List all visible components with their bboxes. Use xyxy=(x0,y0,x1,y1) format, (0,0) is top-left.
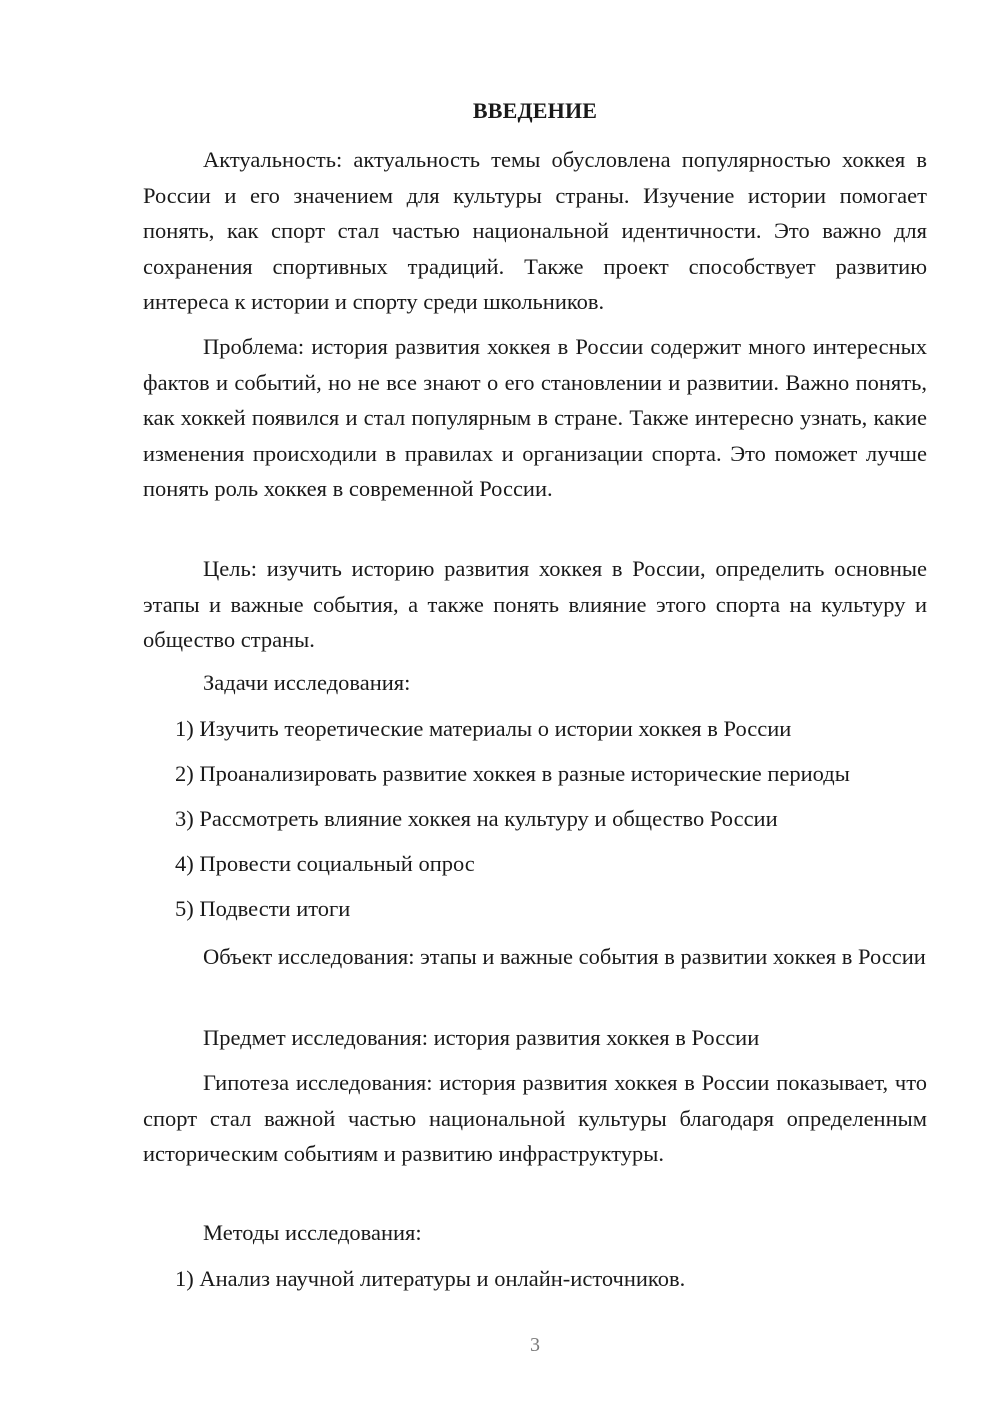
object-paragraph: Объект исследования: этапы и важные события в развитии хоккея в России xyxy=(203,944,926,969)
relevance-paragraph: Актуальность: актуальность темы обусловлена популярностью хоккея в России и его значением для культуры страны. Изучение истории помогает понять, как спорт стал частью национальной идентичности. Это важно для сохранения спортивных традиций. Также проект способствует развитию интереса к истории и спорту среди школьников. xyxy=(143,147,927,314)
list-item: 1) Анализ научной литературы и онлайн-источников. xyxy=(175,1266,686,1291)
hypothesis-paragraph: Гипотеза исследования: история развития хоккея в России показывает, что спорт стал важной частью национальной культуры благодаря определенным историческим событиям и развитию инфраструктуры. xyxy=(143,1070,927,1166)
tasks-label: Задачи исследования: xyxy=(203,670,411,695)
list-item: 2) Проанализировать развитие хоккея в разные исторические периоды xyxy=(175,761,850,786)
goal-paragraph: Цель: изучить историю развития хоккея в России, определить основные этапы и важные события, а также понять влияние этого спорта на культуру и общество страны. xyxy=(143,556,927,652)
page-number: 3 xyxy=(530,1334,540,1356)
subject-paragraph: Предмет исследования: история развития хоккея в России xyxy=(203,1025,760,1050)
list-item: 4) Провести социальный опрос xyxy=(175,851,475,876)
list-item: 3) Рассмотреть влияние хоккея на культуру и общество России xyxy=(175,806,778,831)
section-heading: ВВЕДЕНИЕ xyxy=(472,98,598,123)
list-item: 1) Изучить теоретические материалы о истории хоккея в России xyxy=(175,716,792,741)
methods-label: Методы исследования: xyxy=(203,1220,422,1245)
problem-paragraph: Проблема: история развития хоккея в России содержит много интересных фактов и событий, но не все знают о его становлении и развитии. Важно понять, как хоккей появился и стал популярным в стране. Также интересно узнать, какие изменения происходили в правилах и организации спорта. Это поможет лучше понять роль хоккея в современной России. xyxy=(143,334,927,501)
list-item: 5) Подвести итоги xyxy=(175,896,351,921)
